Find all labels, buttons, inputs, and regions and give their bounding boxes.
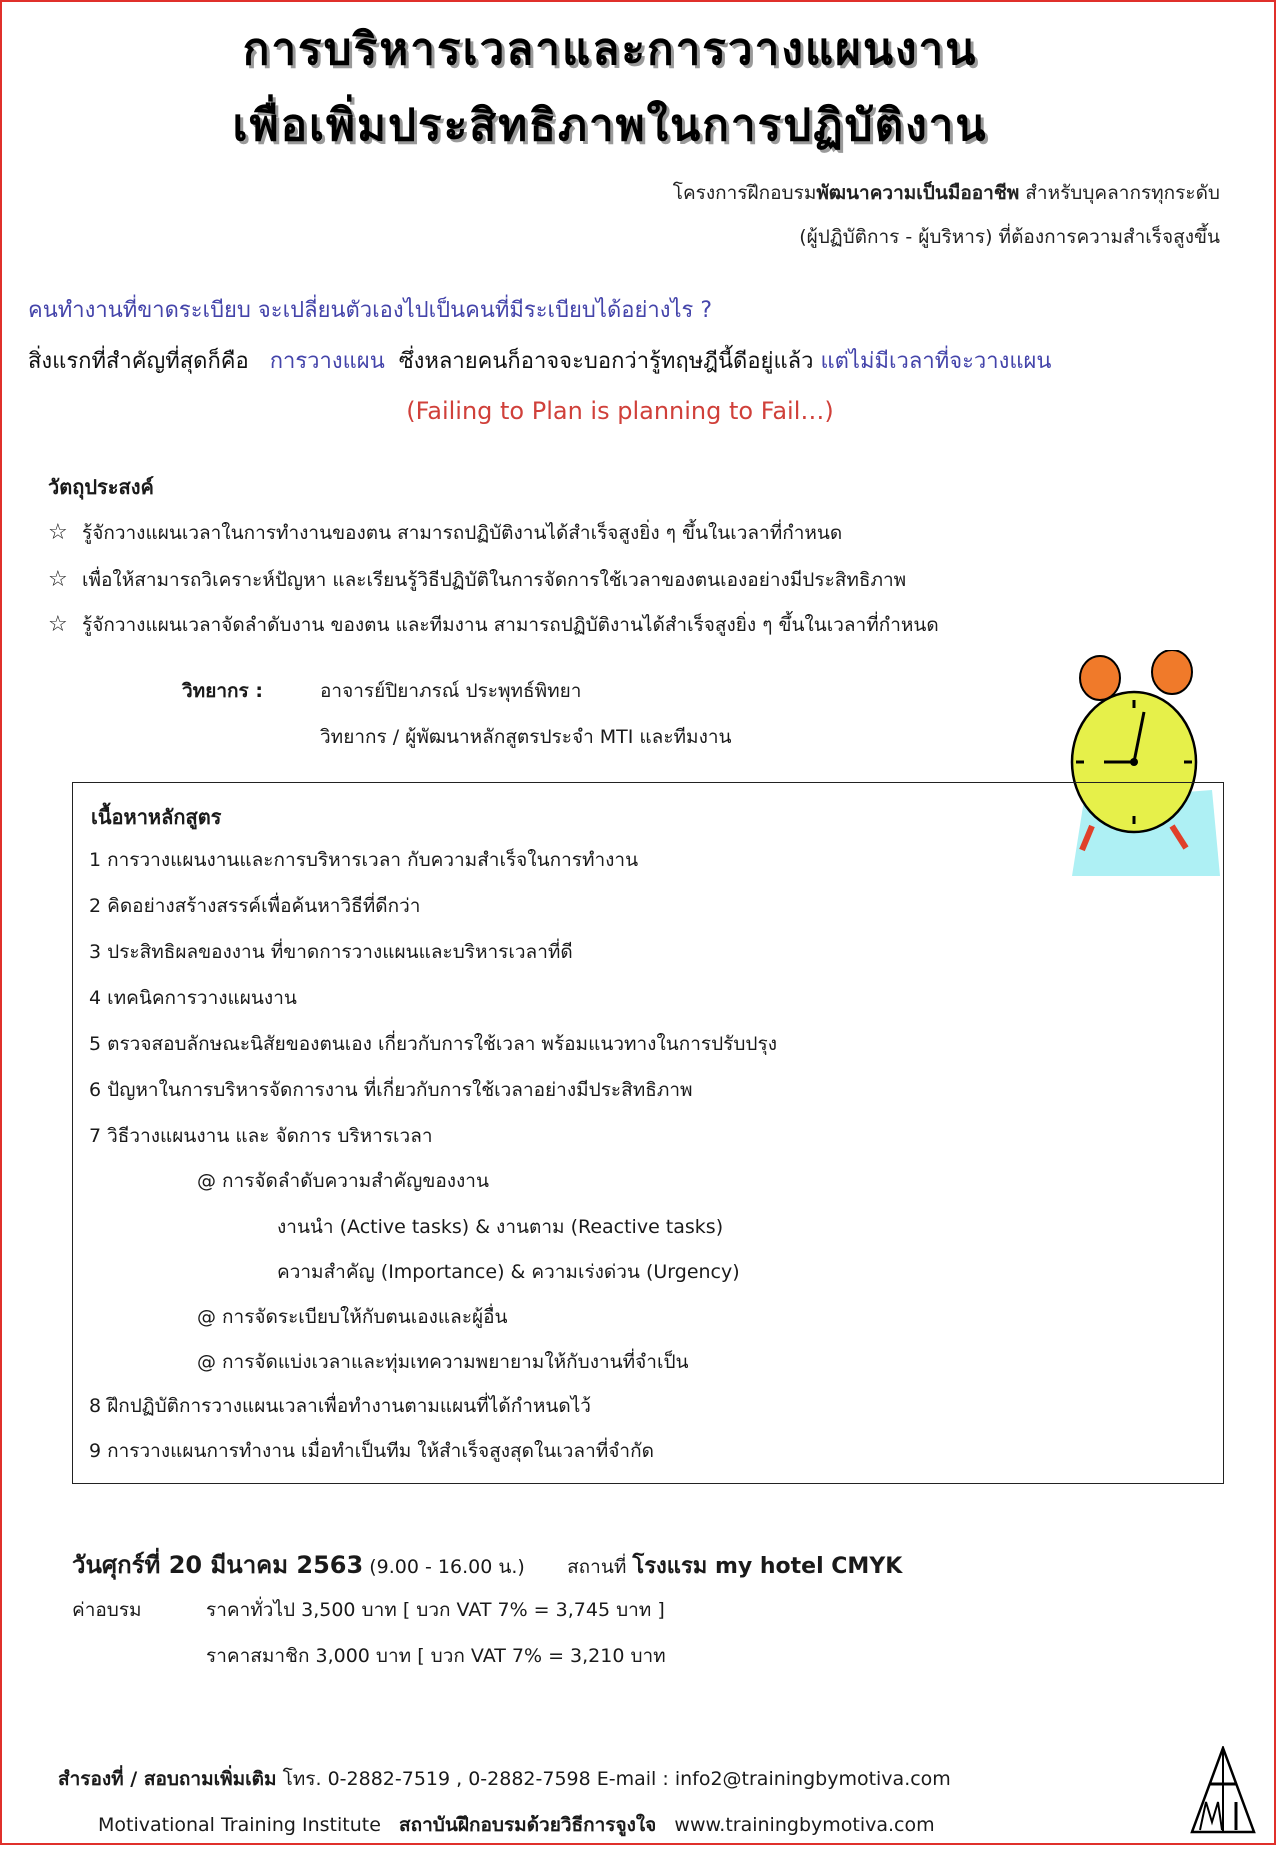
star-icon: ☆: [48, 520, 68, 545]
intro-part4: แต่ไม่มีเวลาที่จะวางแผน: [820, 349, 1052, 374]
list-item: 4 เทคนิคการวางแผนงาน: [89, 987, 297, 1009]
list-item: @ การจัดระเบียบให้กับตนเองและผู้อื่น: [197, 1306, 508, 1328]
fee-member: ราคาสมาชิก 3,000 บาท [ บวก VAT 7% = 3,210 บาท: [206, 1645, 666, 1667]
star-icon: ☆: [48, 567, 68, 592]
org-line: [98, 1810, 935, 1840]
list-item: ความสำคัญ (Importance) & ความเร่งด่วน (Urgency): [277, 1261, 740, 1283]
course-content-box: [72, 782, 1224, 1484]
course-heading: เนื้อหาหลักสูตร: [91, 805, 222, 829]
list-item: 7 วิธีวางแผนงาน และ จัดการ บริหารเวลา: [89, 1125, 433, 1147]
contact-label: สำรองที่ / สอบถามเพิ่มเติม: [58, 1768, 277, 1790]
subtitle-suffix: สำหรับบุคลากรทุกระดับ: [1019, 182, 1220, 204]
list-item: @ การจัดลำดับความสำคัญของงาน: [197, 1170, 489, 1192]
venue-label: สถานที่: [567, 1556, 627, 1578]
subtitle-line1: [673, 178, 1220, 208]
schedule-time: (9.00 - 16.00 น.): [369, 1556, 525, 1578]
page-title-line1: การบริหารเวลาและการวางแผนงาน: [242, 24, 978, 75]
list-item: @ การจัดแบ่งเวลาและทุ่มเทความพยายามให้กับงานที่จำเป็น: [197, 1351, 689, 1373]
fee-label: ค่าอบรม: [72, 1599, 142, 1621]
list-item: งานนำ (Active tasks) & งานตาม (Reactive tasks): [277, 1216, 724, 1238]
list-item: 9 การวางแผนการทำงาน เมื่อทำเป็นทีม ให้สำเร็จสูงสุดในเวลาที่จำกัด: [89, 1440, 654, 1462]
subtitle-prefix: โครงการฝึกอบรม: [672, 182, 817, 204]
list-item: 3 ประสิทธิผลของงาน ที่ขาดการวางแผนและบริหารเวลาที่ดี: [89, 941, 573, 963]
website-link[interactable]: www.trainingbymotiva.com: [674, 1814, 935, 1836]
intro-part1: สิ่งแรกที่สำคัญที่สุดก็คือ: [28, 349, 249, 374]
objective-text: รู้จักวางแผนเวลาจัดลำดับงาน ของตน และทีมงาน สามารถปฏิบัติงานได้สำเร็จสูงยิ่ง ๆ ขึ้นในเวลาที่กำหนด: [82, 614, 939, 636]
subtitle-bold: พัฒนาความเป็นมืออาชีพ: [816, 182, 1020, 204]
contact-line: [58, 1764, 951, 1794]
fee-general: ราคาทั่วไป 3,500 บาท [ บวก VAT 7% = 3,745 บาท ]: [206, 1599, 665, 1621]
lecturer-name: อาจารย์ปิยาภรณ์ ประพุทธ์พิทยา: [320, 680, 582, 702]
venue-name: โรงแรม my hotel CMYK: [632, 1554, 903, 1579]
lecturer-role: วิทยากร / ผู้พัฒนาหลักสูตรประจำ MTI และทีมงาน: [320, 726, 732, 748]
contact-info: โทร. 0-2882-7519 , 0-2882-7598 E-mail : info2@trainingbymotiva.com: [282, 1768, 951, 1790]
objective-item: [48, 518, 842, 548]
star-icon: ☆: [48, 612, 68, 637]
list-item: 5 ตรวจสอบลักษณะนิสัยของตนเอง เกี่ยวกับการใช้เวลา พร้อมแนวทางในการปรับปรุง: [89, 1033, 777, 1055]
intro-quote: (Failing to Plan is planning to Fail…): [406, 397, 834, 425]
list-item: 8 ฝึกปฏิบัติการวางแผนเวลาเพื่อทำงานตามแผนที่ได้กำหนดไว้: [89, 1395, 591, 1417]
list-item: 2 คิดอย่างสร้างสรรค์เพื่อค้นหาวิธีที่ดีกว่า: [89, 895, 421, 917]
org-name-th: สถาบันฝึกอบรมด้วยวิธีการจูงใจ: [399, 1814, 657, 1836]
intro-statement: [28, 343, 1051, 378]
lecturer-label: [182, 676, 263, 706]
page-title-line2: เพื่อเพิ่มประสิทธิภาพในการปฏิบัติงาน: [232, 100, 988, 151]
mti-logo: [1190, 1746, 1256, 1834]
intro-part2: การวางแผน: [269, 349, 385, 374]
lecturer-label-text: วิทยากร :: [182, 680, 263, 702]
objectives-heading: วัตถุประสงค์: [48, 475, 154, 499]
intro-question: คนทำงานที่ขาดระเบียบ จะเปลี่ยนตัวเองไปเป็นคนที่มีระเบียบได้อย่างไร ?: [28, 298, 712, 323]
list-item: 1 การวางแผนงานและการบริหารเวลา กับความสำเร็จในการทำงาน: [89, 849, 639, 871]
objective-text: รู้จักวางแผนเวลาในการทำงานของตน สามารถปฏิบัติงานได้สำเร็จสูงยิ่ง ๆ ขึ้นในเวลาที่กำหนด: [82, 522, 843, 544]
schedule-date: วันศุกร์ที่ 20 มีนาคม 2563: [72, 1551, 364, 1579]
list-item: 6 ปัญหาในการบริหารจัดการงาน ที่เกี่ยวกับการใช้เวลาอย่างมีประสิทธิภาพ: [89, 1079, 693, 1101]
objective-item: [48, 610, 939, 640]
intro-part3: ซึ่งหลายคนก็อาจจะบอกว่ารู้ทฤษฎีนี้ดีอยู่แล้ว: [398, 349, 814, 374]
objective-item: [48, 565, 906, 595]
schedule-line: [72, 1545, 902, 1584]
org-name-en: Motivational Training Institute: [98, 1814, 381, 1836]
subtitle-line2: (ผู้ปฏิบัติการ - ผู้บริหาร) ที่ต้องการความสำเร็จสูงขึ้น: [799, 226, 1220, 248]
objective-text: เพื่อให้สามารถวิเคราะห์ปัญหา และเรียนรู้วิธีปฏิบัติในการจัดการใช้เวลาของตนเองอย่างมีประสิทธิภาพ: [82, 569, 907, 591]
